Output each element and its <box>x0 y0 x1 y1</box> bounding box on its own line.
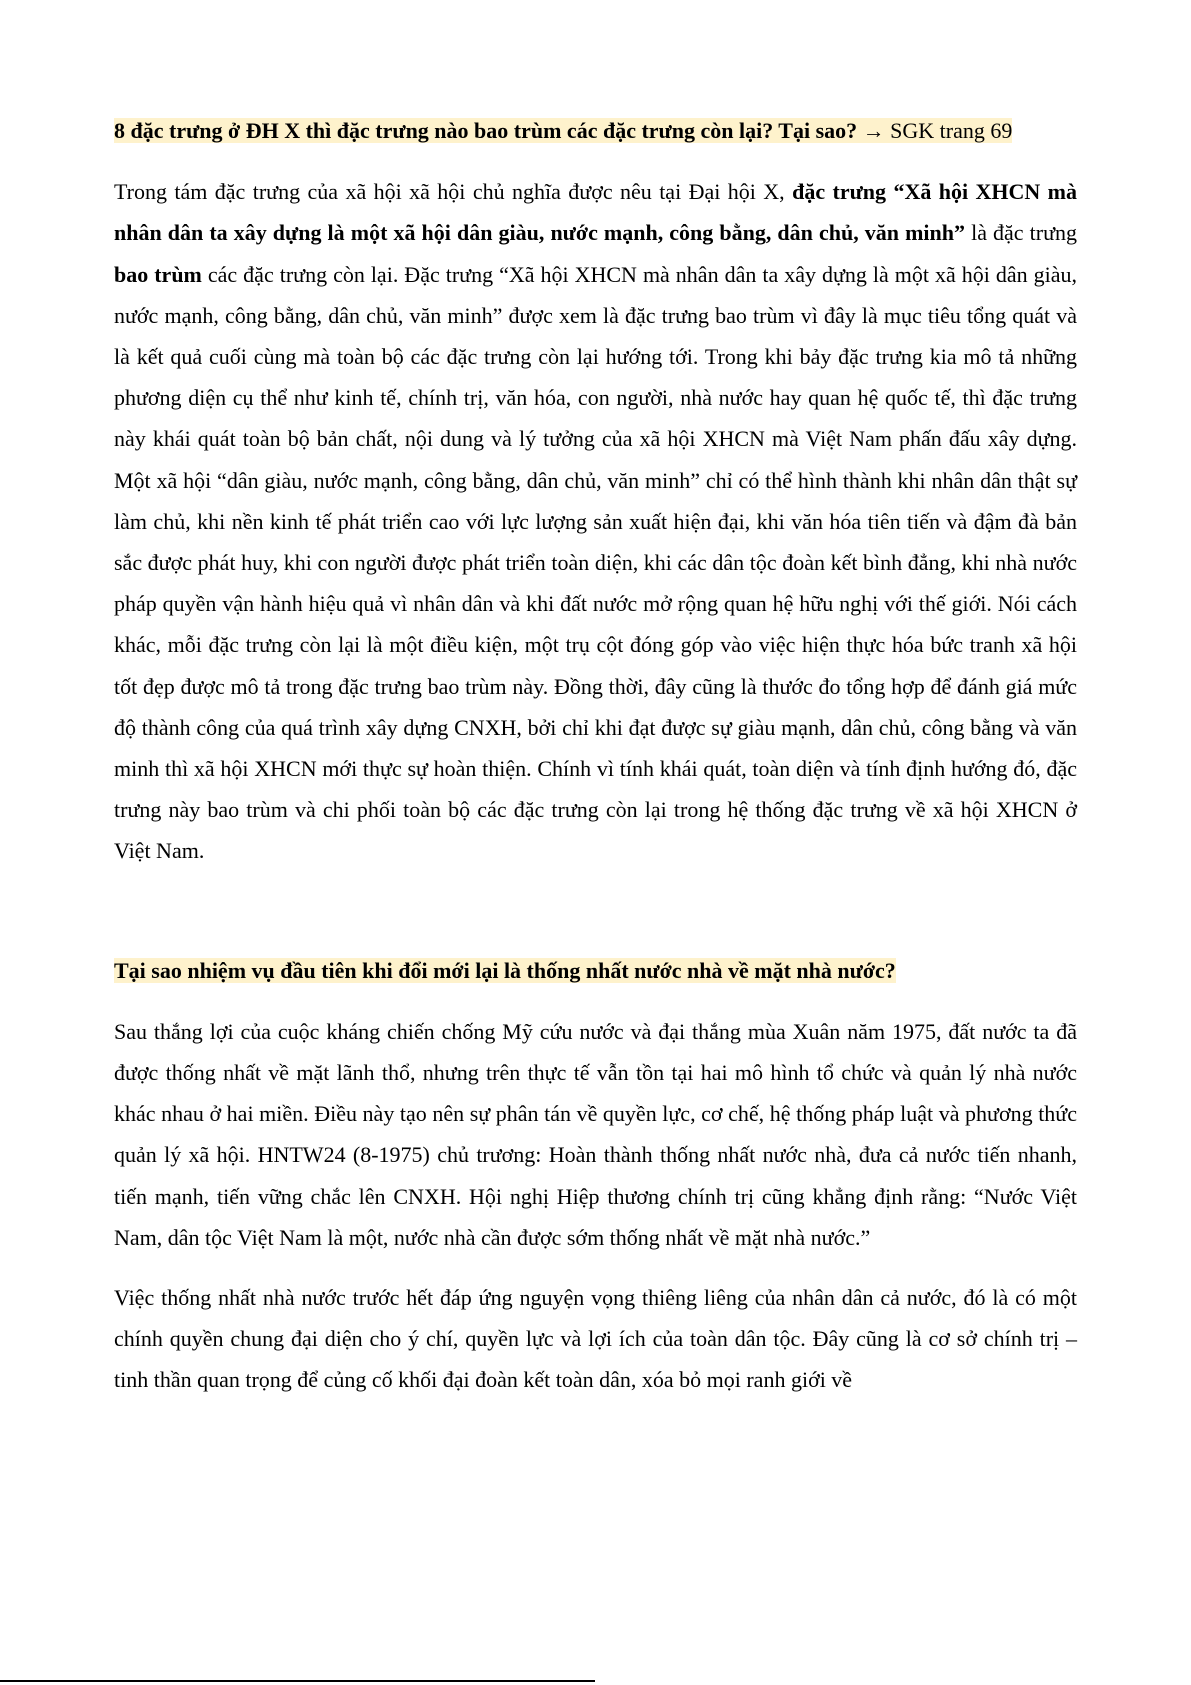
answer-1-connector: là đặc trưng <box>965 220 1077 246</box>
question-2-text: Tại sao nhiệm vụ đầu tiên khi đổi mới lại là thống nhất nước nhà về mặt nhà nước? <box>114 957 896 983</box>
question-1-highlight <box>114 118 1012 143</box>
answer-1-body: các đặc trưng còn lại. Đặc trưng “Xã hội XHCN mà nhân dân ta xây dựng là một xã hội dân giàu, nước mạnh, công bằng, dân chủ, văn minh” được xem là đặc trưng bao trùm vì đây là mục tiêu tổng quát và là kết quả cuối cùng mà toàn bộ các đặc trưng còn lại hướng tới. Trong khi bảy đặc trưng kia mô tả những phương diện cụ thể như kinh tế, chính trị, văn hóa, con người, nhà nước hay quan hệ quốc tế, thì đặc trưng này khái quát toàn bộ bản chất, nội dung và lý tưởng của xã hội XHCN mà Việt Nam phấn đấu xây dựng. Một xã hội “dân giàu, nước mạnh, công bằng, dân chủ, văn minh” chỉ có thể hình thành khi nhân dân thật sự làm chủ, khi nền kinh tế phát triển cao với lực lượng sản xuất hiện đại, khi văn hóa tiên tiến và đậm đà bản sắc được phát huy, khi con người được phát triển toàn diện, khi các dân tộc đoàn kết bình đẳng, khi nhà nước pháp quyền vận hành hiệu quả vì nhân dân và khi đất nước mở rộng quan hệ hữu nghị với thế giới. Nói cách khác, mỗi đặc trưng còn lại là một điều kiện, một trụ cột đóng góp vào việc hiện thực hóa bức tranh xã hội tốt đẹp được mô tả trong đặc trưng bao trùm này. Đồng thời, đây cũng là thước đo tổng hợp để đánh giá mức độ thành công của quá trình xây dựng CNXH, bởi chỉ khi đạt được sự giàu mạnh, dân chủ, công bằng và văn minh thì xã hội XHCN mới thực sự hoàn thiện. Chính vì tính khái quát, toàn diện và tính định hướng đó, đặc trưng này bao trùm và chi phối toàn bộ các đặc trưng còn lại trong hệ thống đặc trưng về xã hội XHCN ở Việt Nam. <box>114 261 1077 864</box>
page-bottom-rule <box>0 1680 595 1682</box>
question-2 <box>114 950 1077 991</box>
question-1 <box>114 110 1077 151</box>
answer-1-emphasis: bao trùm <box>114 261 202 287</box>
question-1-reference: → SGK trang 69 <box>857 118 1013 143</box>
answer-2-paragraph-2: Việc thống nhất nhà nước trước hết đáp ứng nguyện vọng thiêng liêng của nhân dân cả nước, đó là có một chính quyền chung đại diện cho ý chí, quyền lực và lợi ích của toàn dân tộc. Đây cũng là cơ sở chính trị – tinh thần quan trọng để củng cố khối đại đoàn kết toàn dân, xóa bỏ mọi ranh giới về <box>114 1285 1077 1393</box>
document-content <box>114 110 1077 1401</box>
answer-2-paragraph-1: Sau thắng lợi của cuộc kháng chiến chống Mỹ cứu nước và đại thắng mùa Xuân năm 1975, đất nước ta đã được thống nhất về mặt lãnh thổ, nhưng trên thực tế vẫn tồn tại hai mô hình tổ chức và quản lý nhà nước khác nhau ở hai miền. Điều này tạo nên sự phân tán về quyền lực, cơ chế, hệ thống pháp luật và phương thức quản lý xã hội. HNTW24 (8-1975) chủ trương: Hoàn thành thống nhất nước nhà, đưa cả nước tiến nhanh, tiến mạnh, tiến vững chắc lên CNXH. Hội nghị Hiệp thương chính trị cũng khẳng định rằng: “Nước Việt Nam, dân tộc Việt Nam là một, nước nhà cần được sớm thống nhất về mặt nhà nước.” <box>114 1018 1077 1250</box>
answer-1-key-characteristic: đặc trưng “Xã hội XHCN mà nhân dân ta xây dựng là một xã hội dân giàu, nước mạnh, công bằng, dân chủ, văn minh” <box>114 179 1078 246</box>
answer-1-paragraph <box>114 171 1077 871</box>
answer-1-intro: Trong tám đặc trưng của xã hội xã hội chủ nghĩa được nêu tại Đại hội X, <box>114 179 793 205</box>
question-1-text: 8 đặc trưng ở ĐH X thì đặc trưng nào bao trùm các đặc trưng còn lại? Tại sao? <box>114 118 858 143</box>
